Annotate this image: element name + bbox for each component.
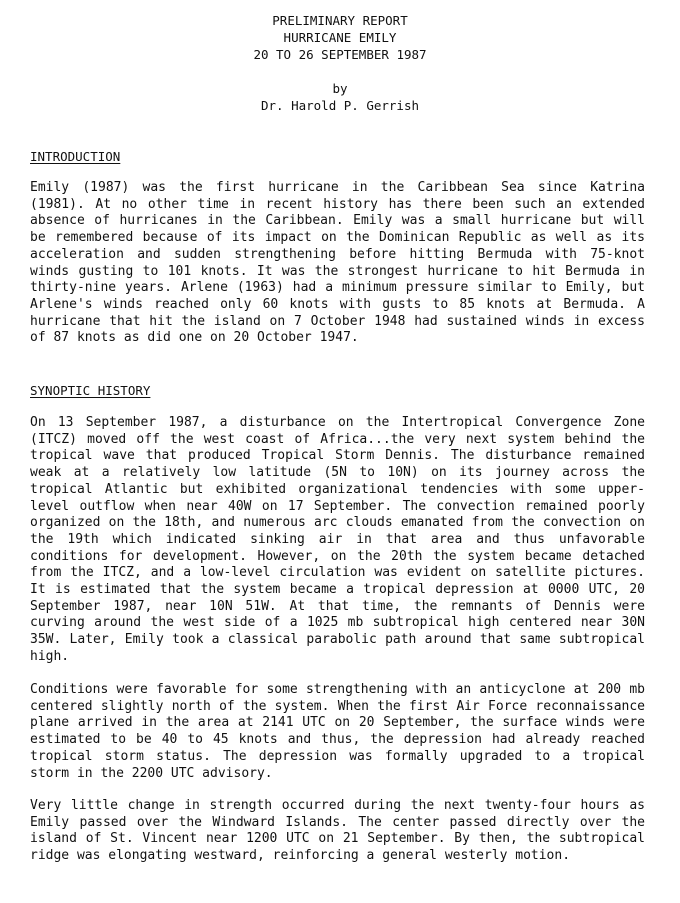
synoptic-paragraph-2: Conditions were favorable for some strengthening with an anticyclone at 200 mb centered slightly north of the system. When the first Air Force reconnaissance plane arrived in the area at 2141 UTC on 20 September, the surface winds were estimated to be 40 to 45 knots and thus, the depression had already reached tropical storm status. The depression was formally upgraded to a tropical storm in the 2200 UTC advisory. <box>30 682 645 781</box>
byline-block <box>0 80 680 114</box>
storm-name: HURRICANE EMILY <box>283 30 397 45</box>
author-name: Dr. Harold P. Gerrish <box>260 98 420 113</box>
by-label: by <box>332 81 348 96</box>
report-type: PRELIMINARY REPORT <box>272 13 408 28</box>
synoptic-paragraph-1: On 13 September 1987, a disturbance on the Intertropical Convergence Zone (ITCZ) moved off the west coast of Africa...the very next system behind the tropical wave that produced Tropical Storm Dennis. The disturbance remained weak at a relatively low latitude (5N to 10N) on its journey across the tropical Atlantic but exhibited organizational tendencies with some upper-level outflow when near 40W on 17 September. The convection remained poorly organized on the 18th, and numerous arc clouds emanated from the convection on the 19th which indicated sinking air in that area and thus unfavorable conditions for development. However, on the 20th the system became detached from the ITCZ, and a low-level circulation was evident on satellite pictures. It is estimated that the system became a tropical depression at 0000 UTC, 20 September 1987, near 10N 51W. At that time, the remnants of Dennis were curving around the west side of a 1025 mb subtropical high centered near 30N 35W. Later, Emily took a classical parabolic path around that same subtropical high. <box>30 415 645 664</box>
report-title-block <box>0 12 680 63</box>
introduction-heading: INTRODUCTION <box>30 149 121 164</box>
introduction-paragraph: Emily (1987) was the first hurricane in the Caribbean Sea since Katrina (1981). At no other time in recent history has there been such an extended absence of hurricanes in the Caribbean. Emily was a small hurricane but will be remembered because of its impact on the Dominican Republic as well as its acceleration and sudden strengthening before hitting Bermuda with 75-knot winds gusting to 101 knots. It was the strongest hurricane to hit Bermuda in thirty-nine years. Arlene (1963) had a minimum pressure similar to Emily, but Arlene's winds reached only 60 knots with gusts to 85 knots at Bermuda. A hurricane that hit the island on 7 October 1948 had sustained winds in excess of 87 knots as did one on 20 October 1947. <box>30 180 645 346</box>
synoptic-history-heading: SYNOPTIC HISTORY <box>30 383 151 398</box>
synoptic-paragraph-3: Very little change in strength occurred during the next twenty-four hours as Emily passed over the Windward Islands. The center passed directly over the island of St. Vincent near 1200 UTC on 21 September. By then, the subtropical ridge was elongating westward, reinforcing a general westerly motion. <box>30 798 645 864</box>
report-dates: 20 TO 26 SEPTEMBER 1987 <box>253 47 427 62</box>
